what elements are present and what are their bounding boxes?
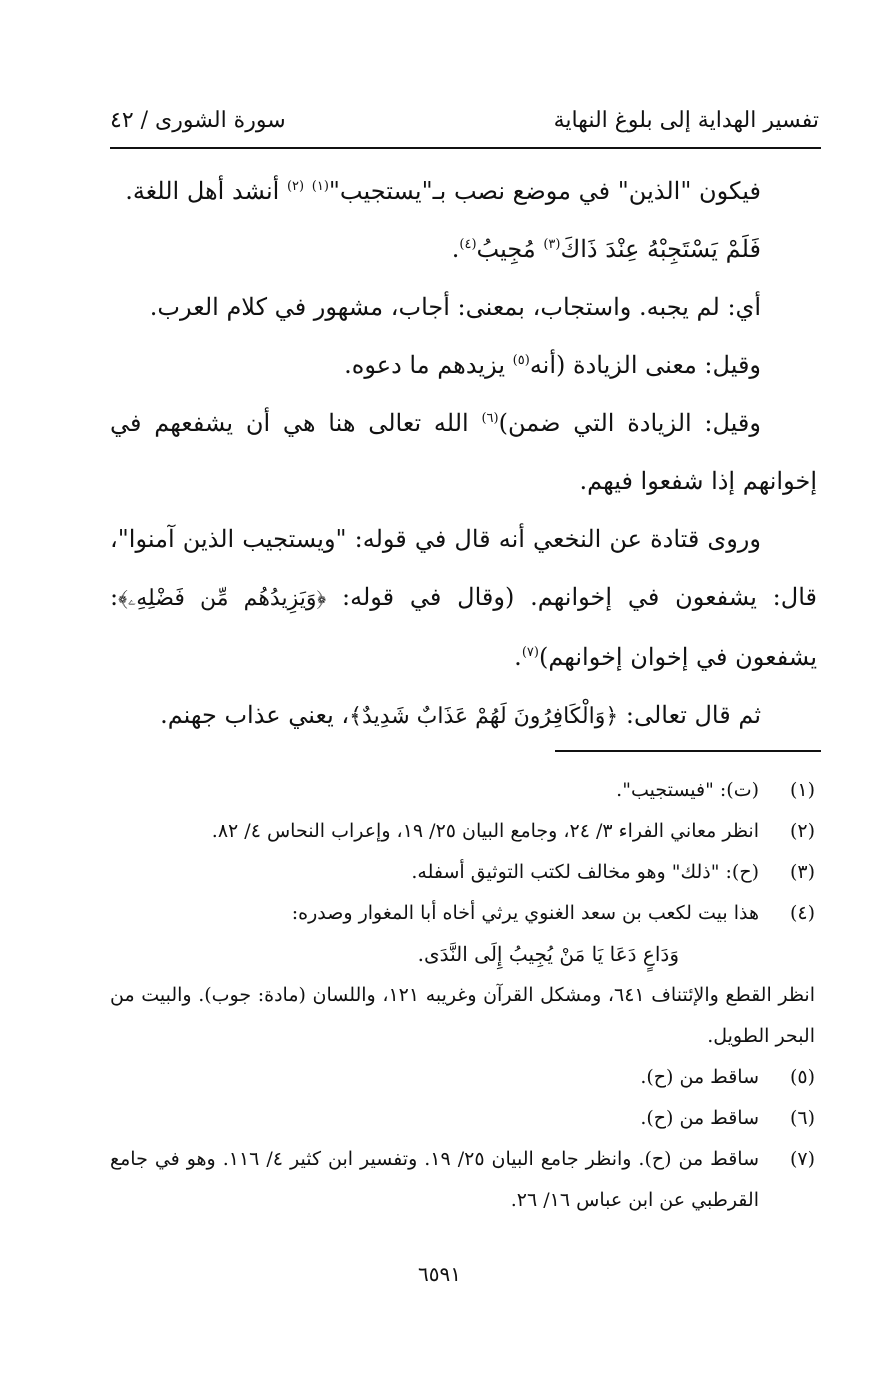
footnote-ref-4: (٤) [459,237,477,252]
text-run: وروى قتادة عن النخعي أنه قال في قوله: "ويستجيب الذين آمنوا"، قال: يشفعون في إخوانهم. (وقال في قوله: [110,525,817,611]
paragraph-1 [110,162,817,220]
page-number: ٦٥٩١ [418,1262,461,1286]
footnote-number: (٤) [789,902,815,924]
surah-reference: سورة الشورى / ٤٢ [110,107,286,133]
book-title: تفسير الهداية إلى بلوغ النهاية [553,107,819,133]
text-run: فَلَمْ يَسْتَجِبْهُ عِنْدَ ذَاكَ [560,235,761,263]
footnote-3 [110,852,819,893]
footnote-text: انظر معاني الفراء ٣/ ٢٤، وجامع البيان ٢٥/ ١٩، وإعراب النحاس ٤/ ٨٢. [211,820,759,842]
paragraph-5 [110,510,817,686]
running-header [110,100,819,140]
poetry-verse [110,220,817,278]
text-run: وقيل: الزيادة التي ضمن) [498,409,761,437]
text-run: ، يعني عذاب جهنم. [160,701,350,729]
footnote-ref-1: (١) [311,179,329,194]
footnote-ref-7: (٧) [521,645,539,660]
footnote-rule [555,750,821,752]
text-run: وقيل: معنى الزيادة (أنه [529,351,761,379]
footnote-ref-2: (٢) [286,179,305,194]
quran-quote: ﴿وَالْكَافِرُونَ لَهُمْ عَذَابٌ شَدِيدٌ﴾ [349,704,619,729]
header-rule [110,147,821,149]
text-run: أنشد أهل اللغة. [125,177,287,205]
footnote-number: (٦) [789,1107,815,1129]
footnote-text: ساقط من (ح). [640,1107,759,1129]
footnote-number: (٢) [789,820,815,842]
footnotes [110,770,819,1221]
text-run: فيكون "الذين" في موضع نصب بـ"يستجيب" [328,177,761,205]
footnote-text: (ح): "ذلك" وهو مخالف لكتب التوثيق أسفله. [411,861,759,883]
paragraph-2: أي: لم يجبه. واستجاب، بمعنى: أجاب، مشهور في كلام العرب. [149,293,761,321]
footnote-text: ساقط من (ح). [640,1066,759,1088]
footnote-ref-6: (٦) [481,411,499,426]
paragraph-6 [110,686,817,746]
footnote-4-continuation: انظر القطع والإئتناف ٦٤١، ومشكل القرآن وغريبه ١٢١، واللسان (مادة: جوب). والبيت من البحر الطويل. [110,984,815,1047]
footnote-1 [110,770,819,811]
footnote-text: ساقط من (ح). وانظر جامع البيان ٢٥/ ١٩. وتفسير ابن كثير ٤/ ١١٦. وهو في جامع القرطبي عن ابن عباس ١٦/ ٢٦. [110,1148,759,1211]
footnote-text: هذا بيت لكعب بن سعد الغنوي يرثي أخاه أبا المغوار وصدره: [291,902,759,924]
text-run: . [451,235,460,263]
footnote-number: (٧) [789,1148,815,1170]
quran-quote: ﴿وَيَزِيدُهُم مِّن فَضْلِهِۦ﴾ [118,586,327,611]
text-run: يزيدهم ما دعوه. [344,351,513,379]
footnote-6 [110,1098,819,1139]
footnote-2 [110,811,819,852]
main-text [110,162,817,746]
footnote-number: (١) [789,779,815,801]
paragraph-4 [110,394,817,510]
text-run: ثم قال تعالى: [618,701,761,729]
footnote-5 [110,1057,819,1098]
footnote-number: (٥) [789,1066,815,1088]
footnote-ref-3: (٣) [543,237,561,252]
footnote-4-verse: وَدَاعٍ دَعَا يَا مَنْ يُجِيبُ إِلَى النَّدَى. [417,942,679,966]
text-run: . [514,643,522,671]
footnote-7 [110,1139,819,1221]
text-run: الله تعالى هنا هي أن يشفعهم في إخوانهم إذا شفعوا فيهم. [110,409,817,495]
text-run: مُجِيبُ [476,235,544,263]
footnote-number: (٣) [789,861,815,883]
footnote-text: (ت): "فيستجيب". [616,779,759,801]
paragraph-3 [110,336,817,394]
footnote-4 [110,893,819,934]
footnote-ref-5: (٥) [512,353,530,368]
text-run: : يشفعون في إخوان إخوانهم) [110,583,817,671]
